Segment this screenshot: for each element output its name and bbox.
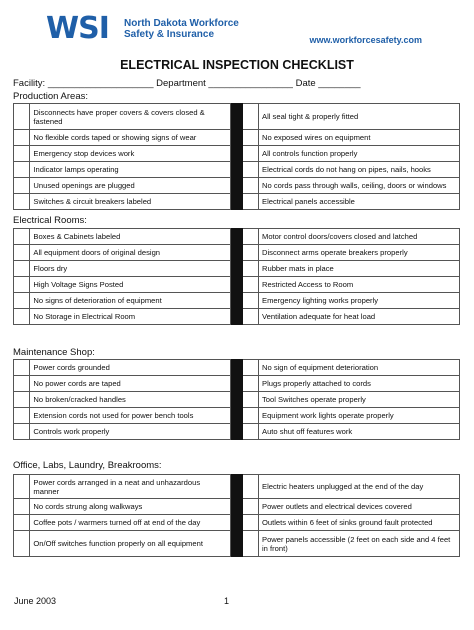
checkbox-right[interactable]	[242, 392, 258, 408]
checklist-item-right: No exposed wires on equipment	[259, 130, 460, 146]
checklist-item-left: No Storage in Electrical Room	[30, 309, 231, 325]
checklist-table-maintenance-shop	[13, 359, 460, 440]
checklist-item-right: Power outlets and electrical devices covered	[259, 499, 460, 515]
checklist-item-right: Electrical cords do not hang on pipes, nails, hooks	[259, 162, 460, 178]
checkbox-left[interactable]	[14, 515, 30, 531]
separator-bar	[231, 178, 242, 194]
org-name-line2: Safety & Insurance	[124, 29, 215, 40]
table-row	[14, 229, 460, 245]
checklist-item-right: Rubber mats in place	[259, 261, 460, 277]
checkbox-right[interactable]	[242, 245, 258, 261]
checkbox-left[interactable]	[14, 162, 30, 178]
checkbox-left[interactable]	[14, 178, 30, 194]
checklist-item-left: Coffee pots / warmers turned off at end of the day	[30, 515, 231, 531]
table-row	[14, 178, 460, 194]
separator-bar	[231, 162, 242, 178]
table-row	[14, 277, 460, 293]
checkbox-left[interactable]	[14, 245, 30, 261]
wsi-logo: WSI	[46, 11, 109, 46]
checklist-item-left: All equipment doors of original design	[30, 245, 231, 261]
checklist-item-right: Auto shut off features work	[259, 424, 460, 440]
checkbox-left[interactable]	[14, 392, 30, 408]
section-label-office-labs: Office, Labs, Laundry, Breakrooms:	[13, 460, 162, 471]
checklist-item-left: Controls work properly	[30, 424, 231, 440]
checklist-item-right: Power panels accessible (2 feet on each side and 4 feet in front)	[259, 531, 460, 557]
section-label-electrical-rooms: Electrical Rooms:	[13, 215, 87, 226]
checklist-item-left: Power cords arranged in a neat and unhazardous manner	[30, 475, 231, 499]
checkbox-right[interactable]	[242, 424, 258, 440]
checklist-item-right: Restricted Access to Room	[259, 277, 460, 293]
table-row	[14, 130, 460, 146]
checkbox-right[interactable]	[242, 309, 258, 325]
footer-date: June 2003	[14, 596, 57, 606]
table-row	[14, 293, 460, 309]
separator-bar	[231, 277, 242, 293]
checkbox-left[interactable]	[14, 229, 30, 245]
checklist-item-left: No power cords are taped	[30, 376, 231, 392]
checkbox-right[interactable]	[242, 531, 258, 557]
table-row	[14, 424, 460, 440]
footer-page-number: 1	[224, 596, 230, 606]
separator-bar	[231, 424, 242, 440]
checkbox-left[interactable]	[14, 531, 30, 557]
separator-bar	[231, 146, 242, 162]
checklist-item-left: Switches & circuit breakers labeled	[30, 194, 231, 210]
table-row	[14, 245, 460, 261]
separator-bar	[231, 293, 242, 309]
checkbox-left[interactable]	[14, 376, 30, 392]
checkbox-left[interactable]	[14, 309, 30, 325]
checklist-table-office-labs	[13, 474, 460, 557]
section-label-maintenance-shop: Maintenance Shop:	[13, 347, 95, 358]
table-row	[14, 104, 460, 130]
page-title: ELECTRICAL INSPECTION CHECKLIST	[120, 58, 354, 72]
separator-bar	[231, 360, 242, 376]
checklist-item-right: Electric heaters unplugged at the end of the day	[259, 475, 460, 499]
checklist-table-production	[13, 103, 460, 210]
org-name-line1: North Dakota Workforce	[124, 18, 239, 29]
checklist-item-left: Boxes & Cabinets labeled	[30, 229, 231, 245]
checklist-item-left: No flexible cords taped or showing signs of wear	[30, 130, 231, 146]
checklist-item-right: Emergency lighting works properly	[259, 293, 460, 309]
checklist-item-left: On/Off switches function properly on all equipment	[30, 531, 231, 557]
table-row	[14, 309, 460, 325]
separator-bar	[231, 309, 242, 325]
checklist-item-right: Electrical panels accessible	[259, 194, 460, 210]
checkbox-left[interactable]	[14, 130, 30, 146]
checklist-item-right: No cords pass through walls, ceiling, doors or windows	[259, 178, 460, 194]
checkbox-left[interactable]	[14, 499, 30, 515]
checkbox-right[interactable]	[242, 515, 258, 531]
separator-bar	[231, 408, 242, 424]
separator-bar	[231, 229, 242, 245]
checkbox-right[interactable]	[242, 104, 258, 130]
checkbox-right[interactable]	[242, 194, 258, 210]
checklist-item-left: Disconnects have proper covers & covers closed & fastened	[30, 104, 231, 130]
separator-bar	[231, 499, 242, 515]
checkbox-right[interactable]	[242, 229, 258, 245]
separator-bar	[231, 531, 242, 557]
checklist-item-left: High Voltage Signs Posted	[30, 277, 231, 293]
checklist-item-right: Tool Switches operate properly	[259, 392, 460, 408]
checklist-item-left: Unused openings are plugged	[30, 178, 231, 194]
checkbox-left[interactable]	[14, 424, 30, 440]
checklist-item-right: Plugs properly attached to cords	[259, 376, 460, 392]
table-row	[14, 261, 460, 277]
checkbox-right[interactable]	[242, 277, 258, 293]
checkbox-left[interactable]	[14, 146, 30, 162]
separator-bar	[231, 194, 242, 210]
separator-bar	[231, 392, 242, 408]
checkbox-right[interactable]	[242, 130, 258, 146]
checkbox-right[interactable]	[242, 408, 258, 424]
separator-bar	[231, 376, 242, 392]
table-row	[14, 146, 460, 162]
checklist-item-left: Indicator lamps operating	[30, 162, 231, 178]
table-row	[14, 408, 460, 424]
separator-bar	[231, 261, 242, 277]
checkbox-right[interactable]	[242, 293, 258, 309]
separator-bar	[231, 104, 242, 130]
table-row	[14, 499, 460, 515]
checkbox-right[interactable]	[242, 178, 258, 194]
table-row	[14, 376, 460, 392]
checkbox-right[interactable]	[242, 146, 258, 162]
website-link[interactable]: www.workforcesafety.com	[309, 35, 422, 45]
checklist-item-right: Motor control doors/covers closed and latched	[259, 229, 460, 245]
checkbox-left[interactable]	[14, 261, 30, 277]
org-name	[124, 18, 239, 40]
separator-bar	[231, 515, 242, 531]
checklist-item-right: All controls function properly	[259, 146, 460, 162]
checkbox-right[interactable]	[242, 261, 258, 277]
checklist-item-right: Ventilation adequate for heat load	[259, 309, 460, 325]
separator-bar	[231, 475, 242, 499]
checklist-item-right: Equipment work lights operate properly	[259, 408, 460, 424]
checklist-item-left: No cords strung along walkways	[30, 499, 231, 515]
checklist-item-left: No broken/cracked handles	[30, 392, 231, 408]
separator-bar	[231, 245, 242, 261]
checkbox-left[interactable]	[14, 104, 30, 130]
checklist-item-right: Outlets within 6 feet of sinks ground fault protected	[259, 515, 460, 531]
checkbox-left[interactable]	[14, 194, 30, 210]
table-row	[14, 475, 460, 499]
checklist-item-left: Extension cords not used for power bench tools	[30, 408, 231, 424]
checklist-item-left: Power cords grounded	[30, 360, 231, 376]
checklist-item-left: Emergency stop devices work	[30, 146, 231, 162]
checkbox-right[interactable]	[242, 475, 258, 499]
checkbox-left[interactable]	[14, 293, 30, 309]
table-row	[14, 392, 460, 408]
table-row	[14, 162, 460, 178]
checklist-item-left: Floors dry	[30, 261, 231, 277]
table-row	[14, 515, 460, 531]
checkbox-right[interactable]	[242, 360, 258, 376]
table-row	[14, 531, 460, 557]
checklist-item-left: No signs of deterioration of equipment	[30, 293, 231, 309]
checklist-item-right: All seal tight & properly fitted	[259, 104, 460, 130]
checkbox-right[interactable]	[242, 376, 258, 392]
checkbox-right[interactable]	[242, 162, 258, 178]
checklist-item-right: No sign of equipment deterioration	[259, 360, 460, 376]
separator-bar	[231, 130, 242, 146]
checkbox-left[interactable]	[14, 475, 30, 499]
checklist-item-right: Disconnect arms operate breakers properly	[259, 245, 460, 261]
table-row	[14, 360, 460, 376]
checkbox-right[interactable]	[242, 499, 258, 515]
checkbox-left[interactable]	[14, 408, 30, 424]
section-label-production: Production Areas:	[13, 91, 88, 102]
checkbox-left[interactable]	[14, 277, 30, 293]
table-row	[14, 194, 460, 210]
checkbox-left[interactable]	[14, 360, 30, 376]
facility-department-date-line: Facility: ____________________ Department ________________ Date ________	[13, 78, 361, 89]
checklist-table-electrical-rooms	[13, 228, 460, 325]
header	[0, 0, 474, 52]
